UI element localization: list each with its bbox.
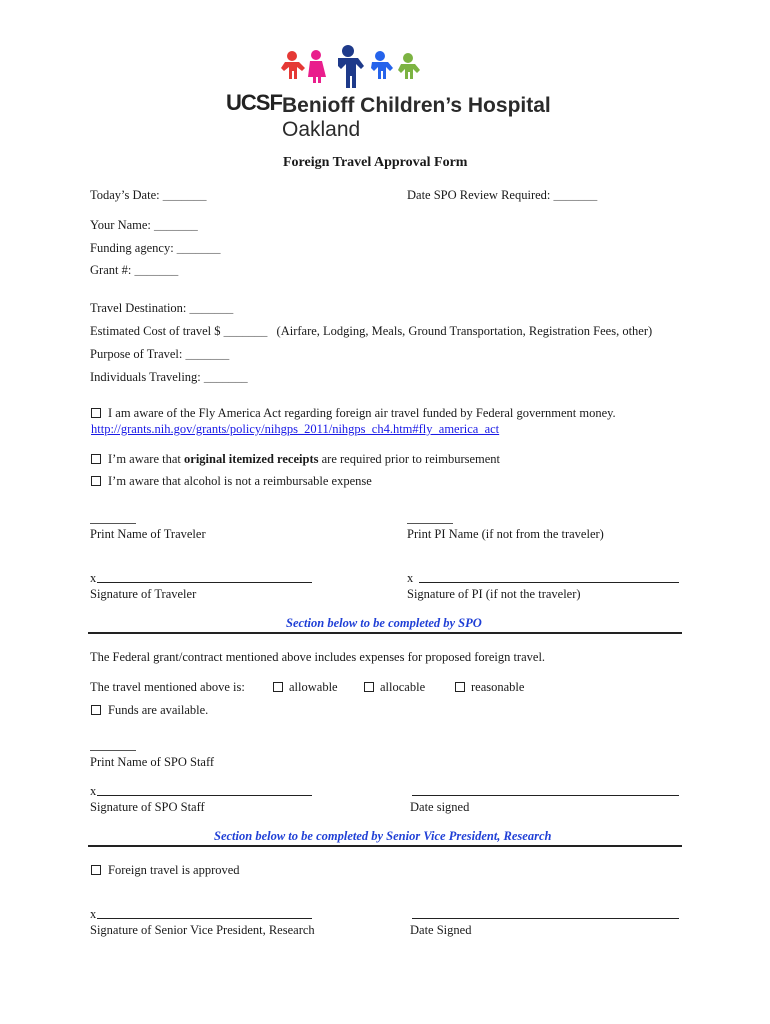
spo-section-divider bbox=[88, 632, 682, 634]
funding-agency-label: Funding agency: bbox=[90, 241, 174, 255]
spo-section-heading: Section below to be completed by SPO bbox=[286, 616, 482, 630]
funding-agency-field[interactable] bbox=[90, 241, 221, 256]
sig-pi-line[interactable] bbox=[419, 582, 679, 583]
receipts-pre: I’m aware that bbox=[108, 452, 185, 466]
your-name-value[interactable]: _______ bbox=[154, 218, 198, 232]
individuals-label: Individuals Traveling: bbox=[90, 370, 201, 384]
receipts-post: are required prior to reimbursement bbox=[318, 452, 501, 466]
spo-statement: The Federal grant/contract mentioned above includes expenses for proposed foreign travel. bbox=[90, 650, 546, 664]
purpose-label: Purpose of Travel: bbox=[90, 347, 183, 361]
reasonable-label: reasonable bbox=[471, 680, 525, 694]
sig-svp-x: x bbox=[90, 907, 97, 921]
fly-america-text: I am aware of the Fly America Act regarding foreign air travel funded by Federal government money. bbox=[108, 406, 616, 420]
receipts-text bbox=[108, 452, 500, 467]
print-pi-label: Print PI Name (if not from the traveler) bbox=[407, 527, 604, 541]
print-pi-line[interactable] bbox=[407, 523, 453, 524]
todays-date-field[interactable] bbox=[90, 188, 206, 203]
receipts-bold: original itemized receipts bbox=[184, 452, 319, 466]
funds-available-checkbox[interactable] bbox=[91, 705, 101, 715]
logo-ucsf: UCSF bbox=[226, 90, 282, 115]
spo-review-label: Date SPO Review Required: bbox=[407, 188, 551, 202]
sig-pi-label: Signature of PI (if not the traveler) bbox=[407, 587, 581, 601]
grant-field[interactable] bbox=[90, 263, 178, 278]
allocable-label: allocable bbox=[380, 680, 426, 694]
grant-value[interactable]: _______ bbox=[134, 263, 179, 277]
individuals-field[interactable] bbox=[90, 370, 248, 385]
print-spo-line[interactable] bbox=[90, 750, 136, 751]
travel-is-label: The travel mentioned above is: bbox=[90, 680, 245, 694]
svp-date-line[interactable] bbox=[412, 918, 679, 919]
estimated-cost-note: (Airfare, Lodging, Meals, Ground Transportation, Registration Fees, other) bbox=[276, 324, 653, 338]
travel-approved-label: Foreign travel is approved bbox=[108, 863, 240, 877]
print-traveler-label: Print Name of Traveler bbox=[90, 527, 206, 541]
svp-section-divider bbox=[88, 845, 682, 847]
logo-location: Oakland bbox=[282, 118, 361, 141]
allocable-checkbox[interactable] bbox=[364, 682, 374, 692]
travel-approved-checkbox[interactable] bbox=[91, 865, 101, 875]
spo-review-date-field[interactable] bbox=[407, 188, 597, 203]
sig-pi-x: x bbox=[407, 571, 414, 585]
logo-hospital-name: Benioff Children’s Hospital bbox=[282, 94, 551, 117]
grant-label: Grant #: bbox=[90, 263, 132, 277]
sig-svp-label: Signature of Senior Vice President, Research bbox=[90, 923, 315, 937]
purpose-field[interactable] bbox=[90, 347, 229, 362]
receipts-checkbox[interactable] bbox=[91, 454, 101, 464]
allowable-checkbox[interactable] bbox=[273, 682, 283, 692]
alcohol-checkbox[interactable] bbox=[91, 476, 101, 486]
svp-date-label: Date Signed bbox=[410, 923, 472, 937]
fly-america-link[interactable]: http://grants.nih.gov/grants/policy/nihgps_2011/nihgps_ch4.htm#fly_america_act bbox=[91, 422, 500, 436]
reasonable-checkbox[interactable] bbox=[455, 682, 465, 692]
your-name-field[interactable] bbox=[90, 218, 198, 233]
sig-spo-x: x bbox=[90, 784, 97, 798]
travel-destination-label: Travel Destination: bbox=[90, 301, 187, 315]
sig-traveler-label: Signature of Traveler bbox=[90, 587, 197, 601]
sig-traveler-line[interactable] bbox=[97, 582, 312, 583]
estimated-cost-value[interactable]: _______ bbox=[223, 324, 268, 338]
spo-date-label: Date signed bbox=[410, 800, 470, 814]
todays-date-label: Today’s Date: bbox=[90, 188, 160, 202]
fly-america-checkbox[interactable] bbox=[91, 408, 101, 418]
funds-available-label: Funds are available. bbox=[108, 703, 209, 717]
your-name-label: Your Name: bbox=[90, 218, 151, 232]
print-spo-label: Print Name of SPO Staff bbox=[90, 755, 215, 769]
sig-spo-line[interactable] bbox=[97, 795, 312, 796]
travel-destination-field[interactable] bbox=[90, 301, 233, 316]
todays-date-value[interactable]: _______ bbox=[162, 188, 207, 202]
alcohol-text: I’m aware that alcohol is not a reimbursable expense bbox=[108, 474, 372, 488]
spo-date-line[interactable] bbox=[412, 795, 679, 796]
allowable-label: allowable bbox=[289, 680, 338, 694]
travel-destination-value[interactable]: _______ bbox=[189, 301, 234, 315]
sig-spo-label: Signature of SPO Staff bbox=[90, 800, 205, 814]
estimated-cost-field[interactable] bbox=[90, 324, 652, 339]
sig-traveler-x: x bbox=[90, 571, 97, 585]
sig-svp-line[interactable] bbox=[97, 918, 312, 919]
individuals-value[interactable]: _______ bbox=[203, 370, 248, 384]
estimated-cost-label: Estimated Cost of travel $ bbox=[90, 324, 221, 338]
logo-children-figures bbox=[280, 44, 430, 94]
page-title: Foreign Travel Approval Form bbox=[283, 155, 468, 170]
print-traveler-line[interactable] bbox=[90, 523, 136, 524]
spo-review-value[interactable]: _______ bbox=[553, 188, 598, 202]
funding-agency-value[interactable]: _______ bbox=[176, 241, 221, 255]
purpose-value[interactable]: _______ bbox=[185, 347, 230, 361]
svp-section-heading: Section below to be completed by Senior Vice President, Research bbox=[214, 829, 552, 843]
